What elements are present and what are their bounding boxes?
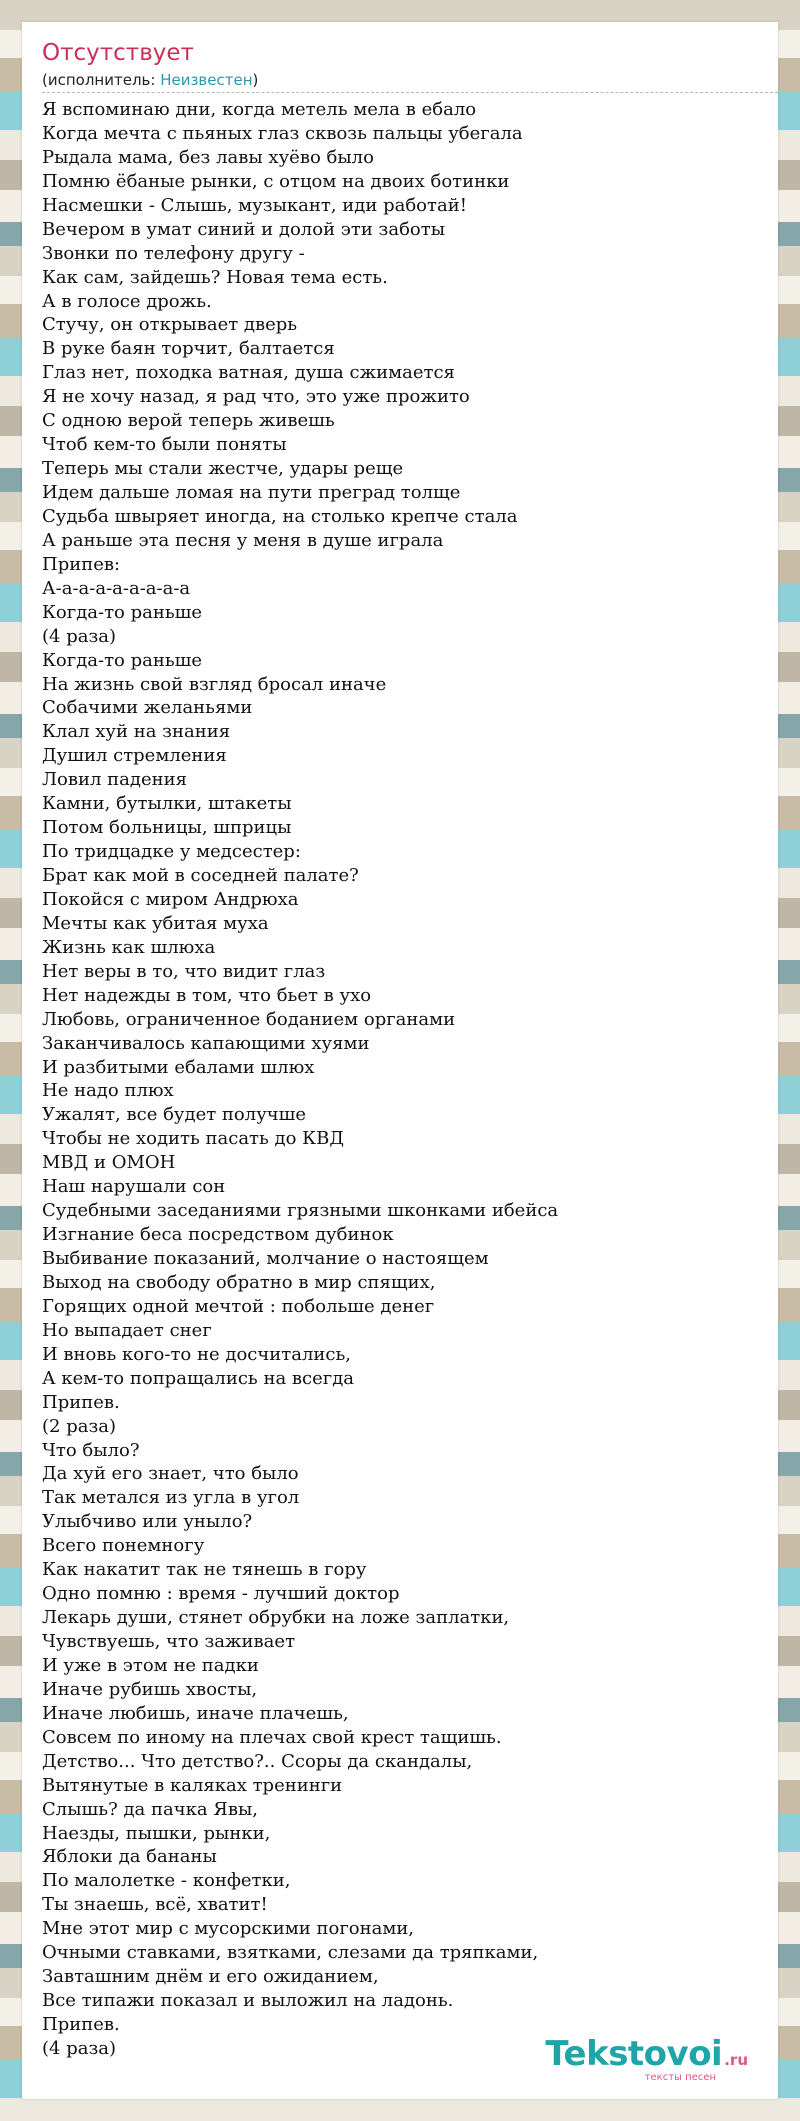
- lyric-line: Чувствуешь, что заживает: [42, 1631, 296, 1652]
- lyric-line: И разбитыми ебалами шлюх: [42, 1056, 315, 1078]
- lyric-line: Когда мечта с пьяных глаз сквозь пальцы убегала: [42, 122, 523, 144]
- lyric-line: И уже в этом не падки: [42, 1654, 259, 1676]
- lyric-line: (2 раза): [42, 1415, 117, 1437]
- lyric-line: Иначе любишь, иначе плачешь,: [42, 1702, 349, 1724]
- lyric-line: Припев.: [42, 2014, 120, 2035]
- lyric-line: А в голосе дрожь.: [42, 290, 212, 312]
- lyric-line: И вновь кого-то не досчитались,: [42, 1343, 351, 1365]
- lyric-line: Я вспоминаю дни, когда метель мела в ебало: [42, 99, 477, 120]
- lyric-line: Судьба швыряет иногда, на столько крепче стала: [42, 505, 518, 527]
- lyric-line: А-а-а-а-а-а-а-а-а: [42, 577, 191, 599]
- lyric-line: Иначе рубишь хвосты,: [42, 1678, 258, 1700]
- lyric-line: Чтобы не ходить пасать до КВД: [42, 1128, 344, 1150]
- lyric-line: (4 раза): [42, 2037, 117, 2059]
- lyric-line: Ужалят, все будет получше: [42, 1104, 307, 1126]
- site-logo[interactable]: [538, 2034, 748, 2085]
- lyric-line: Помню ёбаные рынки, с отцом на двоих ботинки: [42, 170, 510, 192]
- artist-prefix: (исполнитель:: [42, 71, 161, 89]
- lyric-line: Потом больницы, шприцы: [42, 817, 292, 839]
- lyrics-card: [22, 22, 778, 2099]
- lyric-line: Нет веры в то, что видит глаз: [42, 960, 326, 982]
- lyric-line: Насмешки - Слышь, музыкант, иди работай!: [42, 194, 467, 216]
- lyric-line: Глаз нет, походка ватная, душа сжимается: [42, 362, 455, 384]
- lyric-line: А кем-то попращались на всегда: [42, 1367, 355, 1389]
- lyric-line: Завташним днём и его ожиданием,: [42, 1966, 379, 1988]
- lyrics-text: [42, 98, 762, 2061]
- lyric-line: Наш нарушали сон: [42, 1176, 226, 1198]
- lyric-line: С одною верой теперь живешь: [42, 410, 335, 432]
- lyric-line: Но выпадает снег: [42, 1319, 212, 1341]
- lyric-line: Стучу, он открывает дверь: [42, 314, 298, 336]
- lyric-line: Очными ставками, взятками, слезами да тряпками,: [42, 1942, 539, 1964]
- lyric-line: Чтоб кем-то были поняты: [42, 434, 287, 456]
- lyric-line: На жизнь свой взгляд бросал иначе: [42, 673, 387, 695]
- song-title: Отсутствует: [42, 40, 194, 66]
- lyric-line: По тридцадке у медсестер:: [42, 841, 301, 863]
- lyric-line: Собачими желаньями: [42, 697, 253, 719]
- artist-line: [42, 70, 778, 93]
- lyric-line: Совсем по иному на плечах свой крест тащишь.: [42, 1726, 502, 1748]
- lyric-line: Слышь? да пачка Явы,: [42, 1798, 259, 1820]
- lyric-line: Припев:: [42, 553, 121, 575]
- lyric-line: Душил стремления: [42, 745, 227, 767]
- lyric-line: Выбивание показаний, молчание о настоящем: [42, 1248, 489, 1269]
- lyric-line: Любовь, ограниченное боданием органами: [42, 1008, 456, 1030]
- lyric-line: Да хуй его знает, что было: [42, 1463, 299, 1485]
- lyric-line: Изгнание беса посредством дубинок: [42, 1224, 394, 1246]
- lyric-line: Яблоки да бананы: [42, 1846, 217, 1868]
- lyric-line: МВД и ОМОН: [42, 1152, 176, 1174]
- lyric-line: Рыдала мама, без лавы хуёво было: [42, 146, 374, 168]
- lyric-line: Я не хочу назад, я рад что, это уже прожито: [42, 386, 470, 408]
- logo-tagline: тексты песен: [644, 2072, 716, 2083]
- lyric-line: Одно помню : время - лучший доктор: [42, 1583, 400, 1605]
- lyric-line: Припев.: [42, 1391, 120, 1413]
- lyric-line: Клал хуй на знания: [42, 721, 231, 743]
- lyric-line: Лекарь души, стянет обрубки на ложе заплатки,: [42, 1607, 510, 1629]
- lyric-line: Брат как мой в соседней палате?: [42, 865, 359, 886]
- lyric-line: Мечты как убитая муха: [42, 912, 269, 934]
- lyric-line: Мне этот мир с мусорскими погонами,: [42, 1918, 415, 1940]
- lyric-line: Теперь мы стали жестче, удары реще: [42, 458, 404, 480]
- lyric-line: Все типажи показал и выложил на ладонь.: [42, 1990, 454, 2012]
- lyric-line: А раньше эта песня у меня в душе играла: [42, 529, 444, 551]
- artist-link[interactable]: Неизвестен: [160, 71, 253, 89]
- lyric-line: Детство... Что детство?.. Ссоры да скандалы,: [42, 1750, 473, 1772]
- lyric-line: Нет надежды в том, что бьет в ухо: [42, 984, 372, 1006]
- lyric-line: Идем дальше ломая на пути преград толще: [42, 482, 461, 503]
- lyric-line: Ловил падения: [42, 769, 187, 791]
- lyric-line: Ты знаешь, всё, хватит!: [42, 1894, 268, 1916]
- lyric-line: Вечером в умат синий и долой эти заботы: [42, 218, 446, 240]
- lyric-line: Улыбчиво или уныло?: [42, 1511, 253, 1533]
- lyric-line: Всего понемногу: [42, 1535, 205, 1557]
- logo-tld: .ru: [724, 2051, 748, 2069]
- lyric-line: Горящих одной мечтой : побольше денег: [42, 1295, 435, 1317]
- lyric-line: Что было?: [42, 1439, 140, 1461]
- lyric-line: Когда-то раньше: [42, 649, 203, 671]
- lyric-line: По малолетке - конфетки,: [42, 1870, 291, 1892]
- lyric-line: (4 раза): [42, 625, 117, 647]
- lyric-line: Вытянутые в каляках тренинги: [42, 1774, 343, 1796]
- lyric-line: Звонки по телефону другу -: [42, 242, 305, 264]
- lyric-line: Как сам, зайдешь? Новая тема есть.: [42, 266, 388, 288]
- lyric-line: Так метался из угла в угол: [42, 1487, 300, 1509]
- lyric-line: Как накатит так не тянешь в гору: [42, 1559, 367, 1581]
- lyric-line: Судебными заседаниями грязными шконками ибейса: [42, 1200, 559, 1222]
- lyric-line: Заканчивалось капающими хуями: [42, 1032, 370, 1054]
- lyric-line: Выход на свободу обратно в мир спящих,: [42, 1271, 436, 1293]
- artist-suffix: ): [252, 71, 259, 89]
- lyric-line: Покойся с миром Андрюха: [42, 888, 299, 910]
- lyric-line: Когда-то раньше: [42, 601, 203, 623]
- lyric-line: Не надо плюх: [42, 1080, 174, 1102]
- logo-name: Tekstovoi: [545, 2034, 723, 2074]
- lyric-line: Жизнь как шлюха: [42, 936, 216, 958]
- lyric-line: Камни, бутылки, штакеты: [42, 793, 292, 815]
- lyric-line: В руке баян торчит, балтается: [42, 338, 335, 360]
- lyric-line: Наезды, пышки, рынки,: [42, 1822, 271, 1844]
